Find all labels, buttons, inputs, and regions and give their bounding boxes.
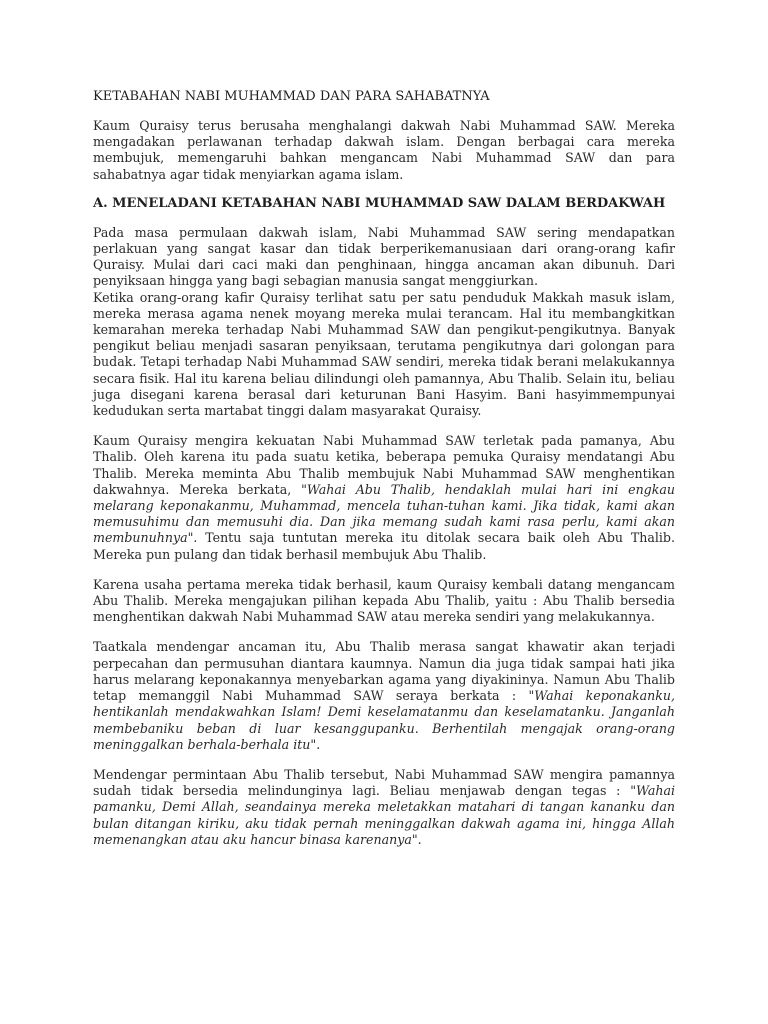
document-title: KETABAHAN NABI MUHAMMAD DAN PARA SAHABATNYA — [93, 89, 490, 104]
section-a-heading: A. MENELADANI KETABAHAN NABI MUHAMMAD SAW DALAM BERDAKWAH — [93, 195, 666, 211]
intro-paragraph: Kaum Quraisy terus berusaha menghalangi dakwah Nabi Muhammad SAW. Mereka mengadakan perlawanan terhadap dakwah islam. Dengan berbagai cara mereka membujuk, memengaruhi bahkan mengancam Nabi Muhammad SAW dan para sahabatnya agar tidak menyiarkan agama islam. — [93, 118, 675, 182]
paragraph-5 — [93, 639, 675, 752]
paragraph-1: Pada masa permulaan dakwah islam, Nabi Muhammad SAW sering mendapatkan perlakuan yang sangat kasar dan tidak berperikemanusiaan dari orang-orang kafir Quraisy. Mulai dari caci maki dan penghinaan, hingga ancaman akan dibunuh. Dari penyiksaan hingga yang bagi sebagian manusia sangat menggiurkan. — [93, 224, 675, 289]
paragraph-3-text-before: Kaum Quraisy mengira kekuatan Nabi Muhammad SAW terletak pada pamanya, Abu Thalib. Oleh karena itu pada suatu ketika, beberapa pemuka Quraisy mendatangi Abu Thalib. Mereka meminta Abu Thalib membujuk Nabi Muhammad SAW menghentikan dakwahnya. Mereka berkata, — [93, 433, 675, 497]
paragraph-2: Ketika orang-orang kafir Quraisy terlihat satu per satu penduduk Makkah masuk islam, mereka merasa agama nenek moyang mereka mulai terancam. Hal itu membangkitkan kemarahan mereka terhadap Nabi Muhammad SAW dan pengikut-pengikutnya. Banyak pengikut beliau menjadi sasaran penyiksaan, terutama pengikutnya dari golongan para budak. Tetapi terhadap Nabi Muhammad SAW sendiri, mereka tidak berani melakukannya secara fisik. Hal itu karena beliau dilindungi oleh pamannya, Abu Thalib. Selain itu, beliau juga disegani karena berasal dari keturunan Bani Hasyim. Bani hasyimmempunyai kedudukan serta martabat tinggi dalam masyarakat Quraisy. — [93, 289, 675, 419]
paragraph-3 — [93, 433, 675, 563]
paragraph-3-quote: "Wahai Abu Thalib, hendaklah mulai hari ini engkau melarang keponakanmu, Muhammad, mencela tuhan-tuhan kami. Jika tidak, kami akan memusuhimu dan memusuhi dia. Dan jika memang sudah kami rasa perlu, kami akan membunuhnya". — [93, 481, 675, 546]
paragraph-4: Karena usaha pertama mereka tidak berhasil, kaum Quraisy kembali datang mengancam Abu Thalib. Mereka mengajukan pilihan kepada Abu Thalib, yaitu : Abu Thalib bersedia menghentikan dakwah Nabi Muhammad SAW atau mereka sendiri yang melakukannya. — [93, 576, 675, 625]
paragraph-6 — [93, 767, 675, 848]
paragraph-6-text-before: Mendengar permintaan Abu Thalib tersebut, Nabi Muhammad SAW mengira pamannya sudah tidak bersedia melindunginya lagi. Beliau menjawab dengan tegas : — [93, 766, 675, 799]
paragraph-6-quote: "Wahai pamanku, Demi Allah, seandainya mereka meletakkan matahari di tangan kananku dan bulan ditangan kiriku, aku tidak pernah meninggalkan dakwah agama ini, hingga Allah memenangkan atau aku hancur binasa karenanya". — [93, 783, 675, 847]
paragraph-3-text-after: Tentu saja tuntutan mereka itu ditolak secara baik oleh Abu Thalib. Mereka pun pulang dan tidak berhasil membujuk Abu Thalib. — [93, 530, 675, 562]
document-page — [93, 88, 675, 848]
paragraph-5-text-before: Taatkala mendengar ancaman itu, Abu Thalib merasa sangat khawatir akan terjadi perpecahan dan permusuhan diantara kaumnya. Namun dia juga tidak sampai hati jika harus melarang keponakannya menyebarkan agama yang diyakininya. Namun Abu Thalib tetap memanggil Nabi Muhammad SAW seraya berkata : — [93, 639, 675, 704]
paragraph-5-quote: "Wahai keponakanku, hentikanlah mendakwahkan Islam! Demi keselamatanmu dan keselamatanku. Janganlah membebaniku beban di luar kesanggupanku. Berhentilah mengajak orang-orang meninggalkan berhala-berhala itu". — [93, 688, 675, 752]
